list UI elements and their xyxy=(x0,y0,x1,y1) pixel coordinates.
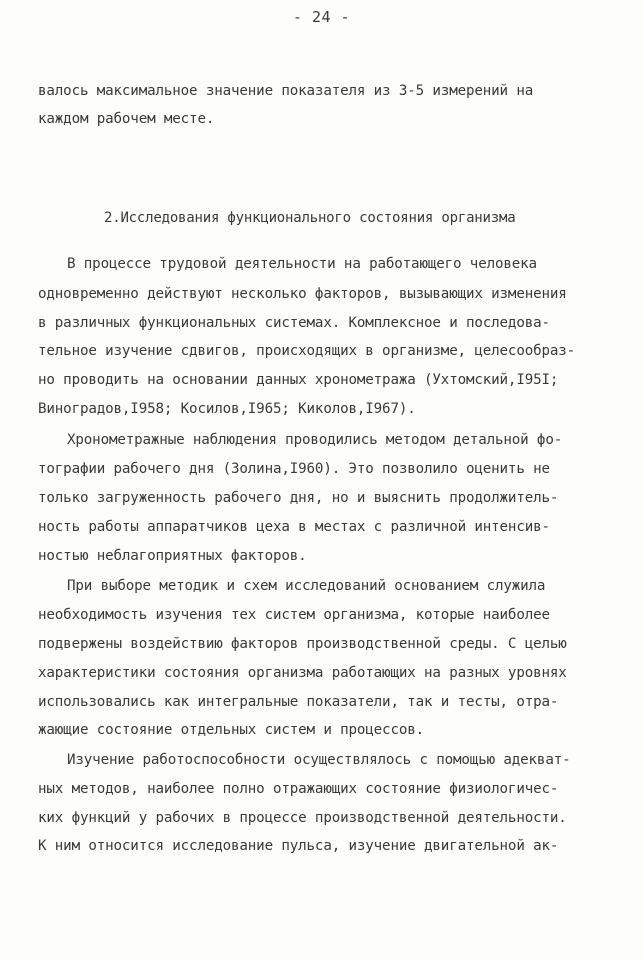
paragraph-line: В процессе трудовой деятельности на работающего человека xyxy=(67,256,537,272)
paragraph-line: ность работы аппаратчиков цеха в местах с различной интенсив- xyxy=(38,519,550,535)
paragraph-line: ностью неблагоприятных факторов. xyxy=(38,548,307,564)
paragraph-line: тельное изучение сдвигов, происходящих в организме, целесообраз- xyxy=(38,343,576,359)
paragraph-line: тографии рабочего дня (Золина,I960). Это позволило оценить не xyxy=(38,461,550,477)
paragraph-line: одновременно действуют несколько факторов, вызывающих изменения xyxy=(38,286,567,302)
paragraph-line: в различных функциональных системах. Комплексное и последова- xyxy=(38,315,550,331)
paragraph-line: ных методов, наиболее полно отражающих состояние физиологичес- xyxy=(38,781,559,797)
paragraph-line: К ним относится исследование пульса, изучение двигательной ак- xyxy=(38,838,559,854)
paragraph-line: ких функций у рабочих в процессе производственной деятельности. xyxy=(38,810,567,826)
paragraph-line: необходимость изучения тех систем организма, которые наиболее xyxy=(38,607,550,623)
paragraph-line: Изучение работоспособности осуществлялось с помощью адекват- xyxy=(67,752,571,768)
paragraph-line: подвержены воздействию факторов производственной среды. С целью xyxy=(38,636,567,652)
paragraph-line: характеристики состояния организма работающих на разных уровнях xyxy=(38,665,567,681)
intro-line: валось максимальное значение показателя из 3-5 измерений на xyxy=(38,83,534,99)
paragraph-line: Виноградов,I958; Косилов,I965; Киколов,I967). xyxy=(38,401,416,417)
section-title: 2.Исследования функционального состояния организма xyxy=(104,210,516,226)
paragraph-line: При выборе методик и схем исследований основанием служила xyxy=(67,578,546,594)
paragraph-line: использовались как интегральные показатели, так и тесты, отра- xyxy=(38,694,559,710)
paragraph-line: Хронометражные наблюдения проводились методом детальной фо- xyxy=(67,432,563,448)
intro-line: каждом рабочем месте. xyxy=(38,111,215,127)
paragraph-line: только загруженность рабочего дня, но и выяснить продолжитель- xyxy=(38,490,559,506)
paragraph-line: жающие состояние отдельных систем и процессов. xyxy=(38,722,425,738)
page-number: - 24 - xyxy=(292,8,351,26)
paragraph-line: но проводить на основании данных хронометража (Ухтомский,I95I; xyxy=(38,372,559,388)
